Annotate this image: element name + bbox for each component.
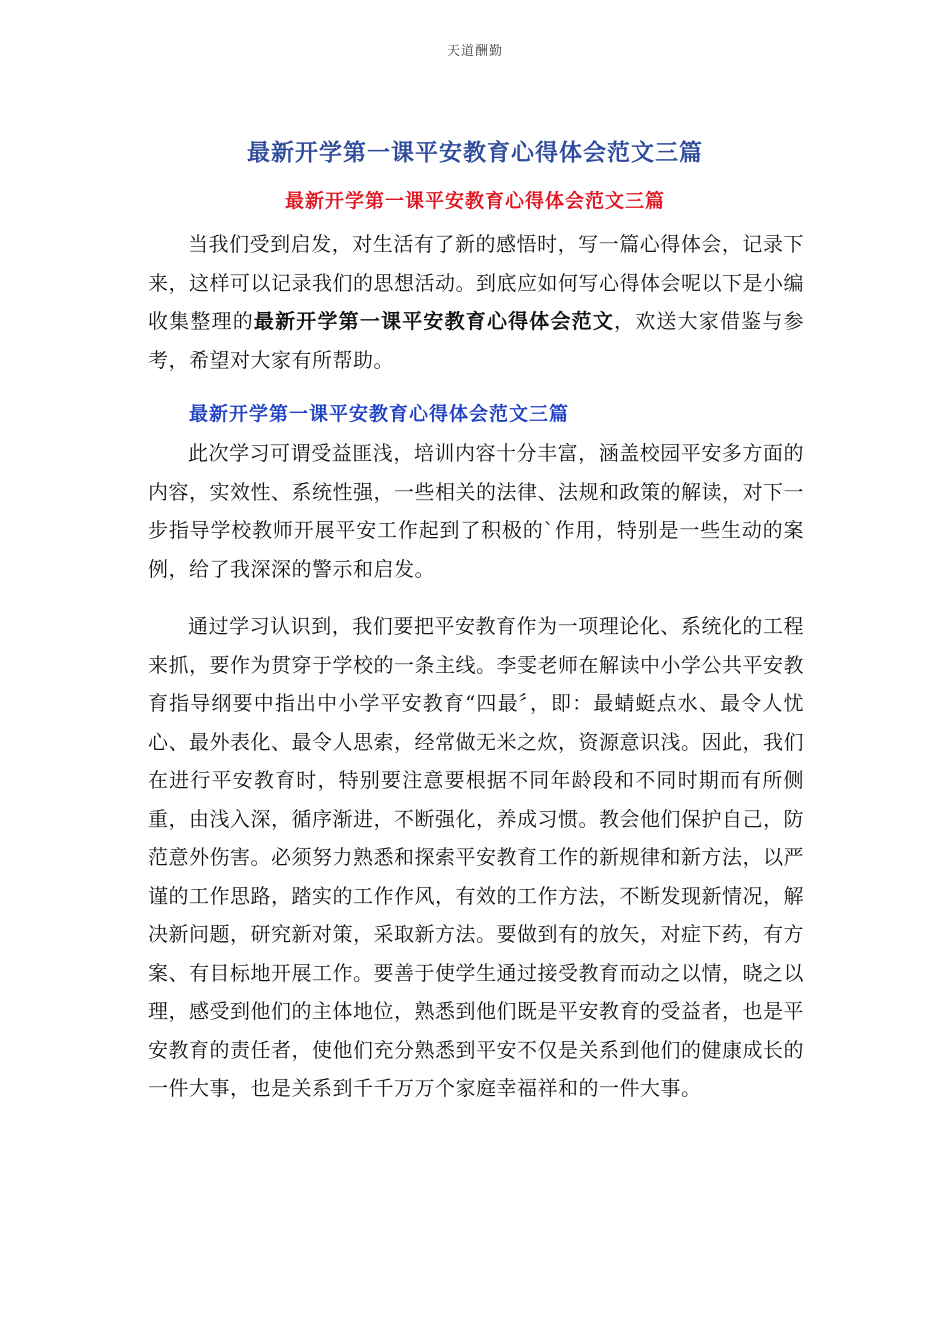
document-subtitle: 最新开学第一课平安教育心得体会范文三篇 <box>284 190 665 212</box>
intro-text <box>148 225 804 379</box>
body-paragraph-2 <box>148 607 804 1108</box>
intro-text-bold: 最新开学第一课平安教育心得体会范文 <box>253 309 615 333</box>
intro-paragraph <box>148 225 804 379</box>
intro-text-before: 当我们受到启发，对生活有了新的感悟时，写一篇心得体会，记录下来，这样可以记录我们的思想活动。到底应如何写心得体会呢以下是小编收集整理的 <box>148 232 804 333</box>
paragraph-text: 此次学习可谓受益匪浅，培训内容十分丰富，涵盖校园平安多方面的内容，实效性、系统性强，一些相关的法律、法规和政策的解读，对下一步指导学校教师开展平安工作起到了积极的`作用，特别是一些生动的案例，给了我深深的警示和启发。 <box>148 441 804 581</box>
paragraph-text: 通过学习认识到，我们要把平安教育作为一项理论化、系统化的工程来抓，要作为贯穿于学校的一条主线。李雯老师在解读中小学公共平安教育指导纲要中指出中小学平安教育“四最〞，即：最蜻蜓点水、最令人忧心、最外表化、最令人思索，经常做无米之炊，资源意识浅。因此，我们在进行平安教育时，特别要注意要根据不同年龄段和不同时期而有所侧重，由浅入深，循序渐进，不断强化，养成习惯。教会他们保护自己，防范意外伤害。必须努力熟悉和探索平安教育工作的新规律和新方法，以严谨的工作思路，踏实的工作作风，有效的工作方法，不断发现新情况，解决新问题，研究新对策，采取新方法。要做到有的放矢，对症下药，有方案、有目标地开展工作。要善于使学生通过接受教育而动之以情，晓之以理，感受到他们的主体地位，熟悉到他们既是平安教育的受益者，也是平安教育的责任者，使他们充分熟悉到平安不仅是关系到他们的健康成长的一件大事，也是关系到千千万万个家庭幸福祥和的一件大事。 <box>148 614 804 1100</box>
body-paragraph-1 <box>148 434 804 588</box>
section-heading: 最新开学第一课平安教育心得体会范文三篇 <box>189 403 570 425</box>
page-header: 天道酬勤 <box>446 44 503 59</box>
intro-text-after: ，欢送大家借鉴与参考，希望对大家有所帮助。 <box>148 309 805 372</box>
document-title: 最新开学第一课平安教育心得体会范文三篇 <box>247 140 703 166</box>
